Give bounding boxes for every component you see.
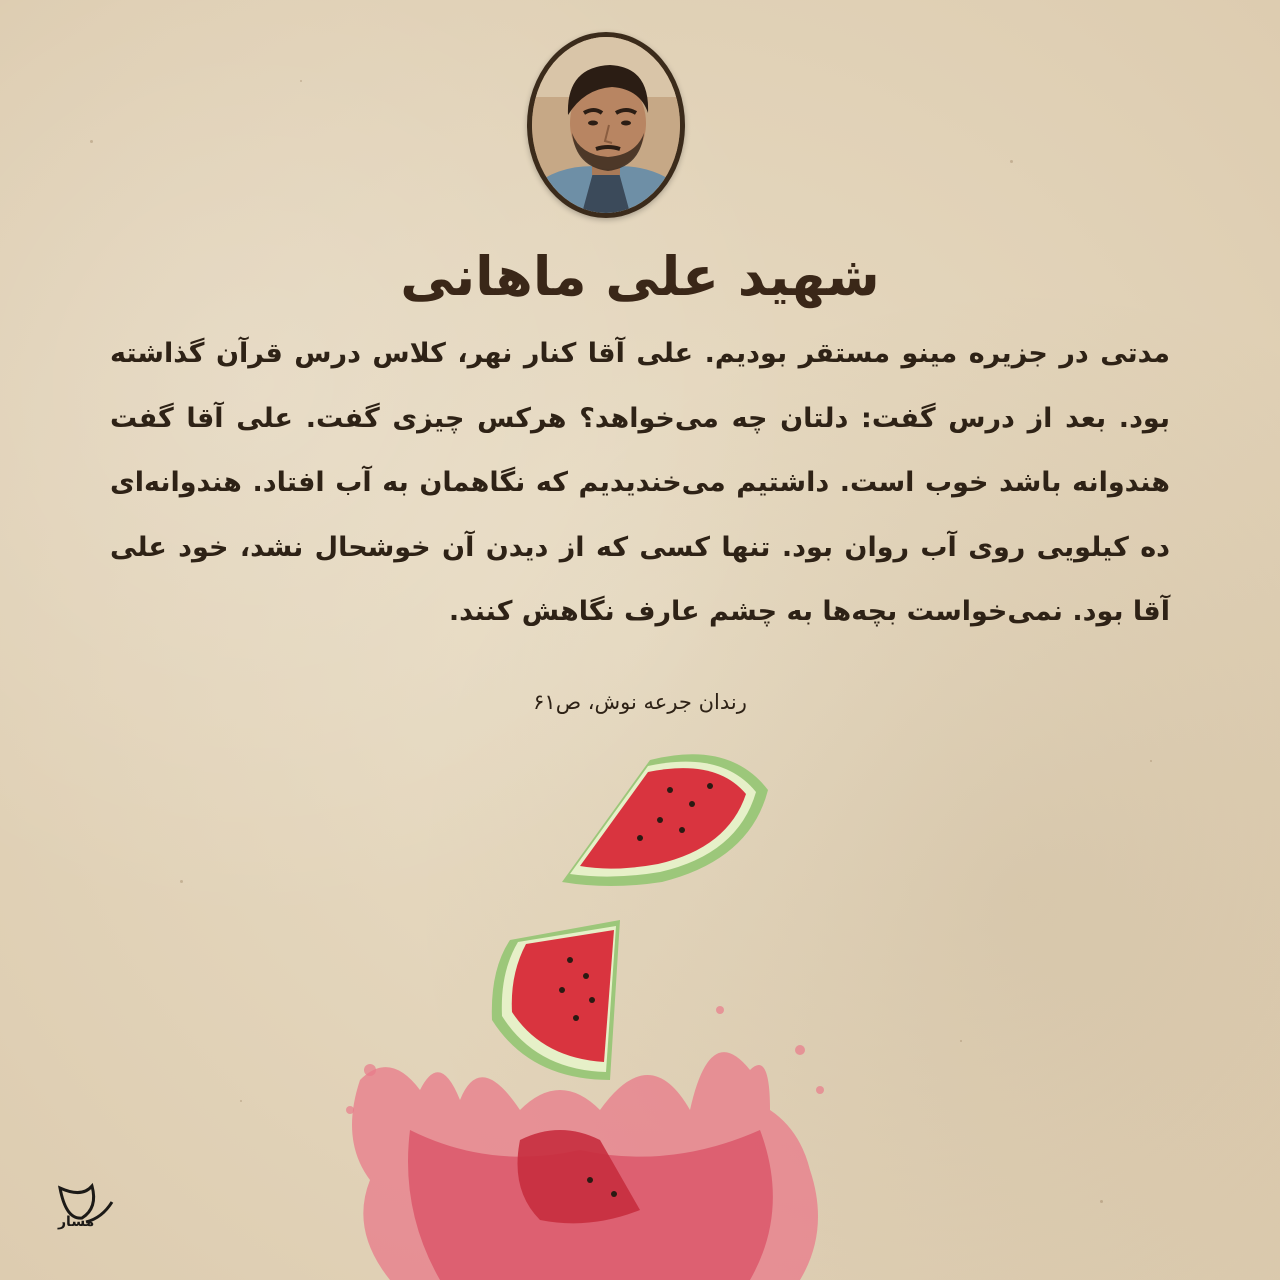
source-citation: رندان جرعه نوش، ص۶۱ bbox=[533, 690, 747, 714]
story-paragraph: مدتی در جزیره مینو مستقر بودیم. علی آقا کنار نهر، کلاس درس قرآن گذاشته بود. بعد از درس گفت: دلتان چه می‌خواهد؟ هرکس چیزی گفت. علی آقا گفت هندوانه باشد خوب است. داشتیم می‌خندیدیم که نگاهمان به آب افتاد. هندوانه‌ای ده کیلویی روی آب روان بود. تنها کسی که از دیدن آن خوشحال نشد، خود علی آقا بود. نمی‌خواست بچه‌ها به چشم عارف نگاهش کنند. bbox=[110, 338, 1170, 627]
martyr-portrait bbox=[527, 32, 685, 218]
masar-logo-text: مسار bbox=[58, 1214, 95, 1230]
watermelon-slice-middle bbox=[492, 920, 620, 1080]
portrait-illustration bbox=[532, 37, 680, 213]
page-title: شهید علی ماهانی bbox=[400, 245, 880, 308]
watermelon-illustration bbox=[330, 750, 850, 1280]
watermelon-slice-top bbox=[562, 754, 768, 886]
